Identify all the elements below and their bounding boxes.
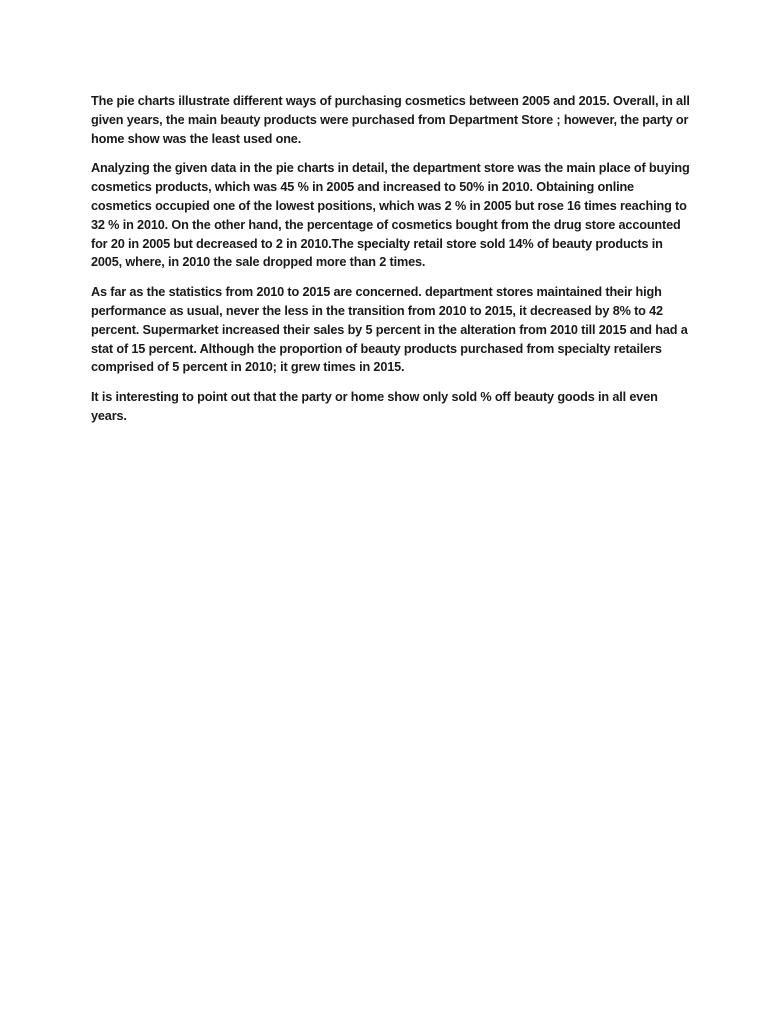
paragraph-2010-2015: As far as the statistics from 2010 to 2015 are concerned. department stores maintained their high performance as usual, never the less in the transition from 2010 to 2015, it decreased by 8% to 42 percent. Supermarket increased their sales by 5 percent in the alteration from 2010 till 2015 and had a stat of 15 percent. Although the proportion of beauty products purchased from specialty retailers comprised of 5 percent in 2010; it grew times in 2015. xyxy=(91,285,688,375)
paragraph-intro: The pie charts illustrate different ways of purchasing cosmetics between 2005 and 2015. Overall, in all given years, the main beauty products were purchased from Department Store ; however, the party or home show was the least used one. xyxy=(91,94,690,146)
paragraph-conclusion: It is interesting to point out that the party or home show only sold % off beauty goods in all even years. xyxy=(91,390,658,423)
document-body xyxy=(91,92,691,437)
paragraph-analysis: Analyzing the given data in the pie charts in detail, the department store was the main place of buying cosmetics products, which was 45 % in 2005 and increased to 50% in 2010. Obtaining online cosmetics occupied one of the lowest positions, which was 2 % in 2005 but rose 16 times reaching to 32 % in 2010. On the other hand, the percentage of cosmetics bought from the drug store accounted for 20 in 2005 but decreased to 2 in 2010.The specialty retail store sold 14% of beauty products in 2005, where, in 2010 the sale dropped more than 2 times. xyxy=(91,161,690,270)
